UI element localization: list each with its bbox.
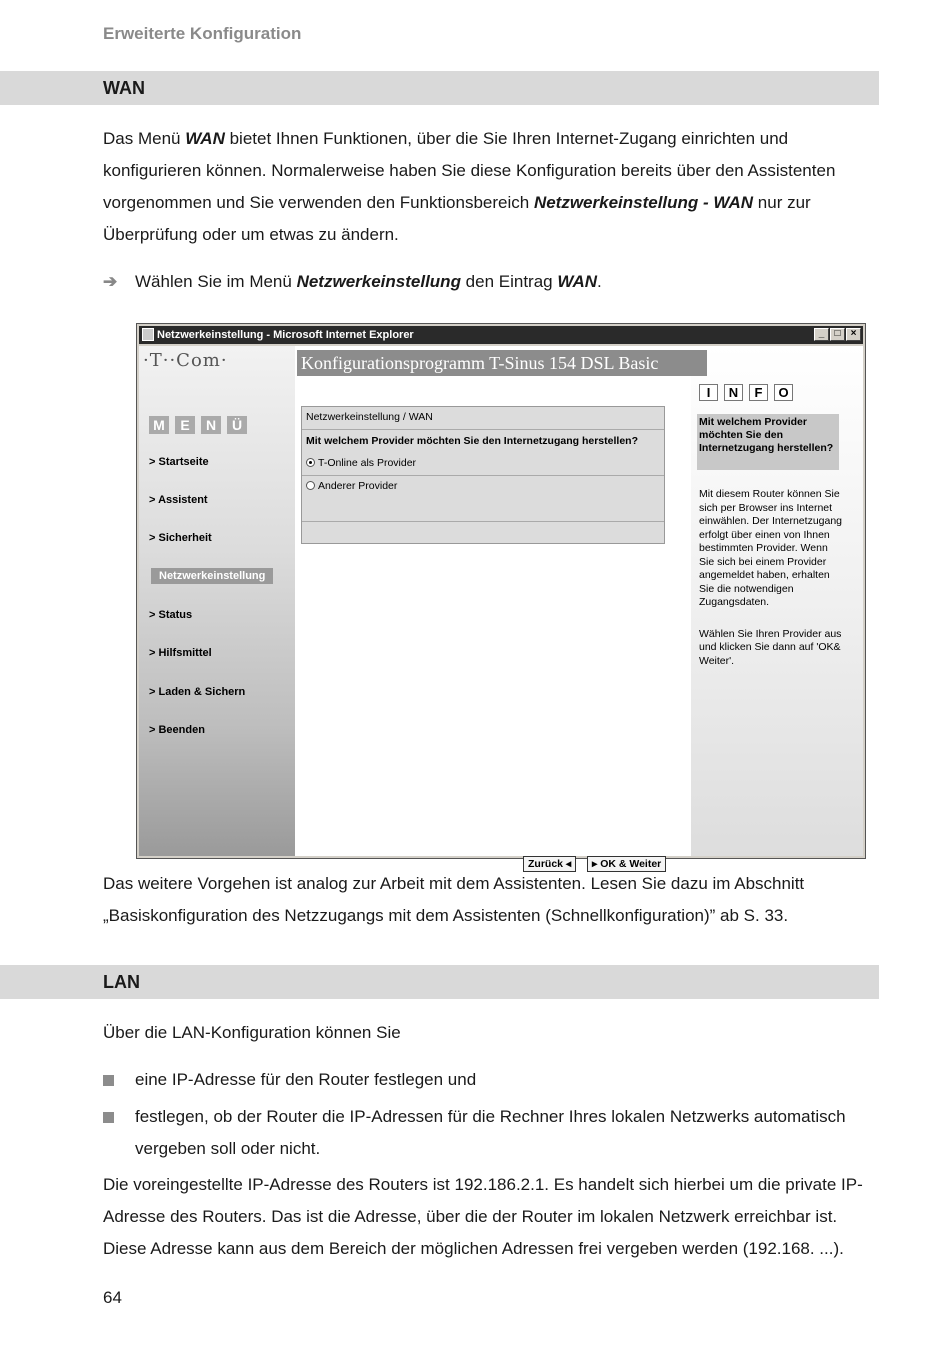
window-controls (814, 328, 861, 341)
tcom-logo: ·T··Com· (143, 350, 228, 371)
section-heading-wan: WAN (103, 78, 145, 98)
ie-icon (142, 328, 154, 341)
ok-continue-button[interactable]: ▸ OK & Weiter (587, 856, 666, 872)
page-number: 64 (103, 1288, 122, 1307)
menu-label: M E N Ü (149, 416, 247, 434)
nav-item-laden-sichern[interactable]: > Laden & Sichern (149, 686, 246, 698)
window-titlebar (139, 326, 863, 344)
maximize-icon[interactable]: □ (830, 328, 845, 341)
radio-other-provider[interactable]: Anderer Provider (302, 480, 664, 492)
section-bar-wan (0, 71, 879, 105)
square-bullet-icon (103, 1112, 114, 1123)
wan-intro-paragraph: Das Menü WAN bietet Ihnen Funktionen, über die Sie Ihren Internet-Zugang einrichten und konfigurieren können. Normalerweise haben Sie diese Konfiguration bereits über den Assistenten vorgenommen und Sie verwenden den Funktionsbereich Netzwerkeinstellung - WAN nur zur Überprüfung oder um etwas zu ändern. (103, 129, 836, 244)
form-breadcrumb: Netzwerkeinstellung / WAN (306, 411, 433, 423)
list-item: festlegen, ob der Router die IP-Adressen für die Rechner Ihres lokalen Netzwerks automatisch vergeben soll oder nicht. (103, 1101, 879, 1165)
browser-viewport (139, 346, 863, 870)
info-body: Mit diesem Router können Sie sich per Browser ins Internet einwählen. Der Internetzugang erfolgt über einen von Ihnen bestimmten Provider. Wenn Sie sich bei einem Provider angemeldet haben, erhalten Sie die notwendigen Zugangsdaten. Wählen Sie Ihren Provider aus und klicken Sie dann auf 'OK& Weiter'. (699, 488, 843, 667)
window-title: Netzwerkeinstellung - Microsoft Internet Explorer (157, 329, 414, 341)
lan-intro-paragraph: Über die LAN-Konfiguration können Sie (103, 1023, 401, 1042)
app-header: Konfigurationsprogramm T-Sinus 154 DSL Basic (297, 350, 707, 376)
info-label: I N F O (699, 384, 793, 401)
radio-unselected-icon[interactable] (306, 481, 315, 490)
instruction-step: ➔ Wählen Sie im Menü Netzwerkeinstellung den Eintrag WAN. (103, 266, 602, 298)
nav-item-hilfsmittel[interactable]: > Hilfsmittel (149, 647, 212, 659)
nav-item-assistent[interactable]: > Assistent (149, 494, 208, 506)
nav-item-netzwerkeinstellung[interactable]: Netzwerkeinstellung (151, 568, 273, 584)
provider-form (301, 406, 665, 544)
close-icon[interactable]: × (846, 328, 861, 341)
square-bullet-icon (103, 1075, 114, 1086)
back-button[interactable]: Zurück ◂ (523, 856, 576, 872)
arrow-right-icon: ➔ (103, 272, 118, 291)
nav-item-startseite[interactable]: > Startseite (149, 456, 209, 468)
lan-body-paragraph: Die voreingestellte IP-Adresse des Routers ist 192.186.2.1. Es handelt sich hierbei um die private IP-Adresse des Routers. Das ist die Adresse, über die der Router im lokalen Netzwerk erreichbar ist. Diese Adresse kann aus dem Bereich der möglichen Adressen frei vergeben werden (192.168. ...). (103, 1175, 863, 1258)
section-heading-lan: LAN (103, 972, 140, 992)
wan-after-paragraph: Das weitere Vorgehen ist analog zur Arbeit mit dem Assistenten. Lesen Sie dazu im Abschnitt „Basiskonfiguration des Netzzugangs mit dem Assistenten (Schnellkonfiguration)” ab S. 33. (103, 874, 805, 925)
radio-selected-icon[interactable] (306, 458, 315, 467)
nav-item-sicherheit[interactable]: > Sicherheit (149, 532, 212, 544)
nav-item-beenden[interactable]: > Beenden (149, 724, 205, 736)
minimize-icon[interactable]: _ (814, 328, 829, 341)
list-item: eine IP-Adresse für den Router festlegen und (103, 1064, 879, 1096)
section-bar-lan (0, 965, 879, 999)
form-question: Mit welchem Provider möchten Sie den Internetzugang herstellen? (306, 435, 638, 447)
browser-screenshot (136, 323, 866, 870)
running-head: Erweiterte Konfiguration (103, 24, 302, 43)
nav-item-status[interactable]: > Status (149, 609, 193, 621)
info-question: Mit welchem Provider möchten Sie den Internetzugang herstellen? (697, 414, 839, 470)
radio-tonline[interactable]: T-Online als Provider (302, 457, 664, 469)
